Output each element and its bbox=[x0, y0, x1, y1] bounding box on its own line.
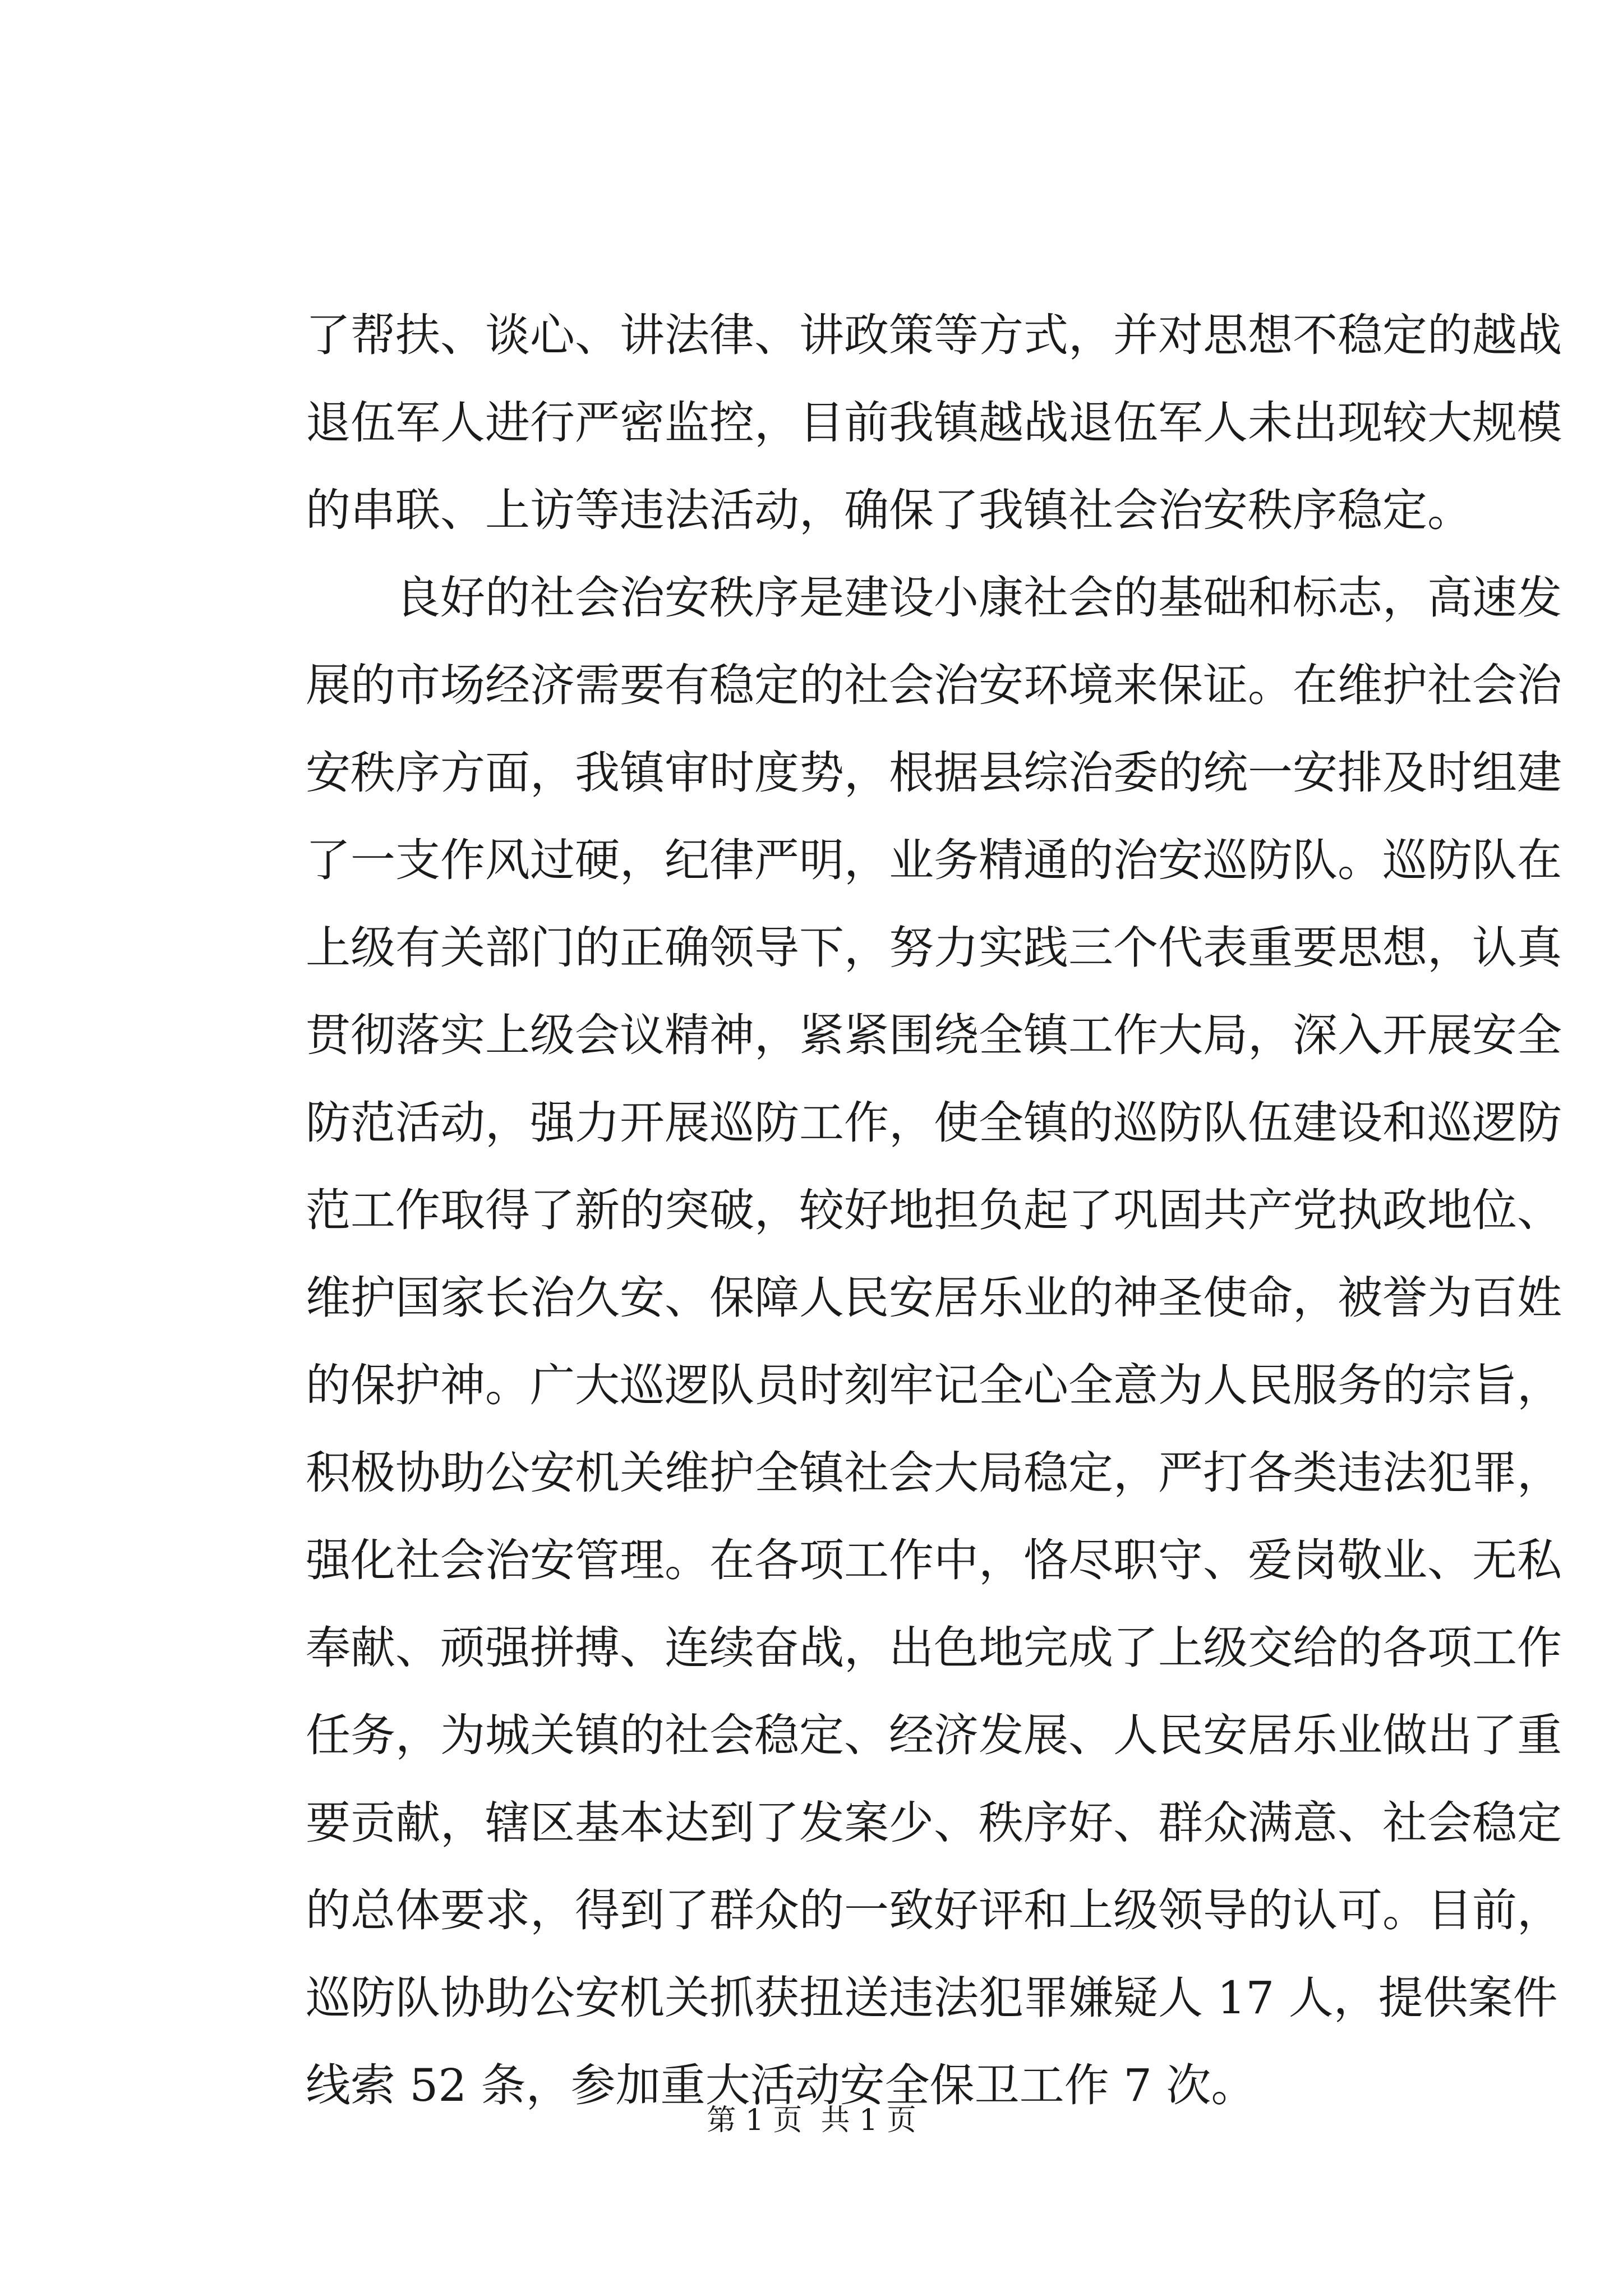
text-line: 了一支作风过硬，纪律严明，业务精通的治安巡防队。巡防队在 bbox=[306, 834, 1562, 886]
text-line: 巡防队协助公安机关抓获扭送违法犯罪嫌疑人 17 人，提供案件 bbox=[306, 1972, 1558, 2024]
text-line: 防范活动，强力开展巡防工作，使全镇的巡防队伍建设和巡逻防 bbox=[306, 1097, 1562, 1149]
text-line: 退伍军人进行严密监控，目前我镇越战退伍军人未出现较大规模 bbox=[306, 397, 1562, 449]
text-line: 展的市场经济需要有稳定的社会治安环境来保证。在维护社会治 bbox=[306, 659, 1562, 711]
text-line: 贯彻落实上级会议精神，紧紧围绕全镇工作大局，深入开展安全 bbox=[306, 1009, 1562, 1061]
text-line: 良好的社会治安秩序是建设小康社会的基础和标志，高速发 bbox=[306, 572, 1562, 624]
text-line: 积极协助公安机关维护全镇社会大局稳定，严打各类违法犯罪， bbox=[306, 1447, 1562, 1499]
text-line: 安秩序方面，我镇审时度势，根据县综治委的统一安排及时组建 bbox=[306, 747, 1562, 799]
body-text bbox=[306, 292, 1562, 2129]
text-line: 线索 52 条，参加重大活动安全保卫工作 7 次。 bbox=[306, 2059, 1256, 2111]
text-line: 的总体要求，得到了群众的一致好评和上级领导的认可。目前， bbox=[306, 1884, 1562, 1936]
text-line: 要贡献，辖区基本达到了发案少、秩序好、群众满意、社会稳定 bbox=[306, 1797, 1562, 1849]
text-line: 任务，为城关镇的社会稳定、经济发展、人民安居乐业做出了重 bbox=[306, 1709, 1562, 1761]
text-line: 了帮扶、谈心、讲法律、讲政策等方式，并对思想不稳定的越战 bbox=[306, 309, 1562, 361]
text-line: 范工作取得了新的突破，较好地担负起了巩固共产党执政地位、 bbox=[306, 1184, 1562, 1236]
page-number-footer: 第 1 页 共 1 页 bbox=[707, 2104, 916, 2137]
text-line: 上级有关部门的正确领导下，努力实践三个代表重要思想，认真 bbox=[306, 922, 1562, 974]
text-line: 奉献、顽强拼搏、连续奋战，出色地完成了上级交给的各项工作 bbox=[306, 1622, 1562, 1674]
text-line: 的串联、上访等违法活动，确保了我镇社会治安秩序稳定。 bbox=[306, 484, 1472, 536]
text-line: 的保护神。广大巡逻队员时刻牢记全心全意为人民服务的宗旨， bbox=[306, 1359, 1562, 1411]
text-line: 强化社会治安管理。在各项工作中，恪尽职守、爱岗敬业、无私 bbox=[306, 1534, 1562, 1586]
text-line: 维护国家长治久安、保障人民安居乐业的神圣使命，被誉为百姓 bbox=[306, 1272, 1562, 1324]
